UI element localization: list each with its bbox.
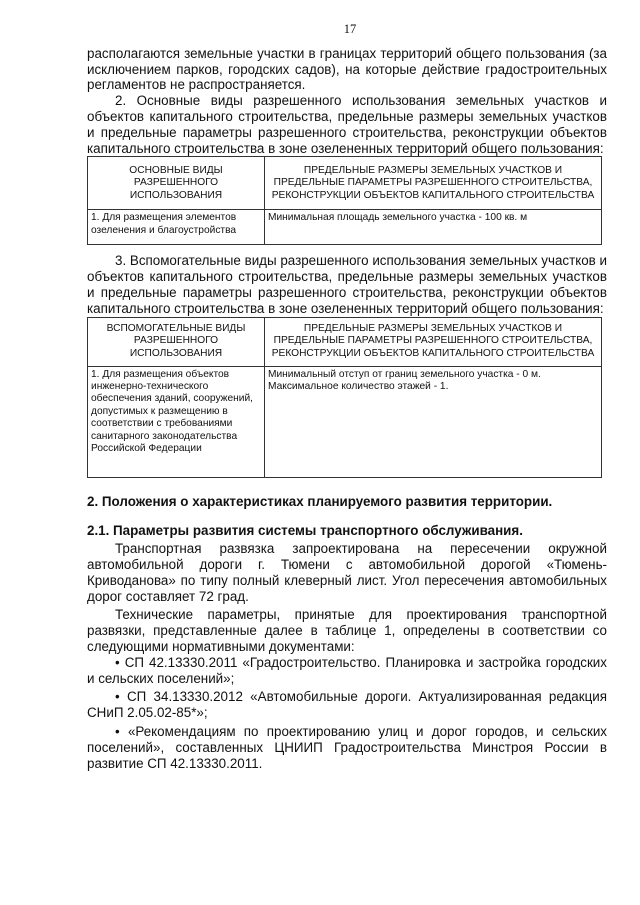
table-row (88, 366, 602, 477)
table-header-cell: ОСНОВНЫЕ ВИДЫ РАЗРЕШЕННОГО ИСПОЛЬЗОВАНИЯ (88, 157, 265, 210)
table-cell-line: Минимальный отступ от границ земельного участка - 0 м. (268, 368, 541, 380)
section-heading: 2. Положения о характеристиках планируемого развития территории. (87, 493, 553, 509)
page-number: 17 (343, 22, 357, 36)
table-cell-line: Максимальное количество этажей - 1. (268, 380, 449, 392)
table-header-row (88, 157, 602, 210)
table-cell (265, 366, 602, 477)
subsection-heading: 2.1. Параметры развития системы транспортного обслуживания. (87, 523, 523, 539)
list-item: • СП 34.13330.2012 «Автомобильные дороги. Актуализированная редакция СНиП 2.05.02-85*»; (87, 689, 607, 721)
table-header-cell: ВСПОМОГАТЕЛЬНЫЕ ВИДЫ РАЗРЕШЕННОГО ИСПОЛЬЗОВАНИЯ (88, 317, 265, 366)
intro-paragraph: располагаются земельные участки в границах территорий общего пользования (за исключением парков, городских садов), на которые действие градостроительных регламентов не распространяется. (87, 45, 607, 93)
auxiliary-uses-table (87, 317, 602, 478)
list-item: • СП 42.13330.2011 «Градостроительство. Планировка и застройка городских и сельских поселений»; (87, 654, 607, 686)
table-header-cell: ПРЕДЕЛЬНЫЕ РАЗМЕРЫ ЗЕМЕЛЬНЫХ УЧАСТКОВ И ПРЕДЕЛЬНЫЕ ПАРАМЕТРЫ РАЗРЕШЕННОГО СТРОИТЕЛЬСТВА, РЕКОНСТРУКЦИИ ОБЪЕКТОВ КАПИТАЛЬНОГО СТРОИТЕЛЬСТВА (265, 157, 602, 210)
table-cell: 1. Для размещения элементов озеленения и благоустройства (88, 210, 265, 245)
technical-paragraph: Технические параметры, принятые для проектирования транспортной развязки, представленные далее в таблице 1, определены в соответствии со следующими нормативными документами: (87, 607, 607, 654)
table-cell: Минимальная площадь земельного участка - 100 кв. м (265, 210, 602, 245)
list-item: • «Рекомендациям по проектированию улиц и дорог городов, и сельских поселений», составленных ЦНИИП Градостроительства Минстроя России в развитие СП 42.13330.2011. (87, 723, 607, 771)
document-page (87, 22, 607, 771)
transport-paragraph: Транспортная развязка запроектирована на пересечении окружной автомобильной дороги г. Тюмени с автомобильной дорогой «Тюмень-Криводанова» по типу полный клеверный лист. Угол пересечения автомобильных дорог составляет 72 град. (87, 541, 607, 604)
section-2-paragraph: 2. Основные виды разрешенного использования земельных участков и объектов капитального строительства, предельные размеры земельных участков и предельные параметры разрешенного строительства, реконструкции объектов капитального строительства в зоне озелененных территорий общего пользования: (87, 93, 607, 156)
table-row (88, 210, 602, 245)
section-3-paragraph: 3. Вспомогательные виды разрешенного использования земельных участков и объектов капитального строительства, предельные размеры земельных участков и предельные параметры разрешенного строительства, реконструкции объектов капитального строительства в зоне озелененных территорий общего пользования: (87, 253, 607, 316)
table-cell: 1. Для размещения объектов инженерно-технического обеспечения зданий, сооружений, допустимых к размещению в соответствии с требованиями санитарного законодательства Российской Федерации (88, 366, 265, 477)
table-header-row (88, 317, 602, 366)
table-header-cell: ПРЕДЕЛЬНЫЕ РАЗМЕРЫ ЗЕМЕЛЬНЫХ УЧАСТКОВ И ПРЕДЕЛЬНЫЕ ПАРАМЕТРЫ РАЗРЕШЕННОГО СТРОИТЕЛЬСТВА, РЕКОНСТРУКЦИИ ОБЪЕКТОВ КАПИТАЛЬНОГО СТРОИТЕЛЬСТВА (265, 317, 602, 366)
main-uses-table (87, 156, 602, 245)
